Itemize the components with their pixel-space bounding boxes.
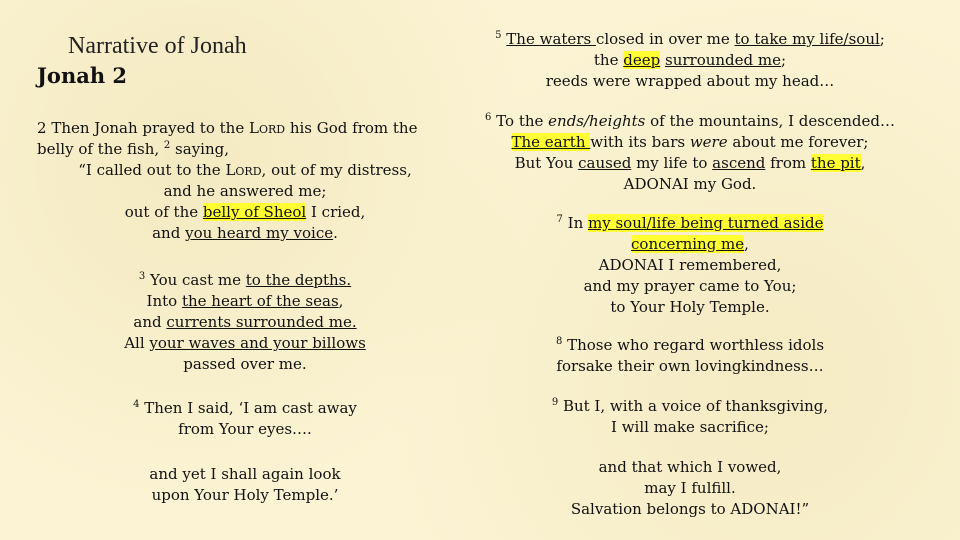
verse-number: 2 [163,140,171,151]
verse-9-cont [480,457,900,520]
verse-9-line-3: and that which I vowed, [598,458,782,476]
verse-7-line-1: $^7$ In my soul/life being turned aside [556,214,824,232]
verse-7-line-4: and my prayer came to You; [583,277,797,295]
verse-9-line-4: may I fulfill. [644,479,736,497]
verse-4-line-2: from Your eyes…. [178,420,312,438]
verse-number: 5 [495,30,502,41]
verse-6 [480,111,900,195]
verse-3-line-4: All your waves and your billows [124,334,366,352]
verse-2-line-3: “I called out to the Lord, out of my distress, [78,161,412,179]
verse-6-line-3: But You caused my life to ascend from the pit, [514,154,866,172]
verse-9-line-2: I will make sacrifice; [611,418,769,436]
verse-number: 3 [138,271,146,282]
verse-4-line-4: upon Your Holy Temple.’ [151,486,339,504]
verse-5-line-1: $^5$ The waters closed in over me to take my life/soul; [495,30,885,48]
verse-5 [480,29,900,92]
verse-7-line-2: concerning me, [631,235,749,253]
verse-4-line-3: and yet I shall again look [149,465,341,483]
verse-9-line-5: Salvation belongs to ADONAI!” [570,500,810,518]
verse-3-line-2: Into the heart of the seas, [146,292,344,310]
verse-7 [480,213,900,318]
verse-5-line-2: the deep surrounded me; [593,51,787,69]
verse-8-line-1: $^8$ Those who regard worthless idols [555,336,825,354]
highlighted-phrase: The earth [511,133,591,151]
verse-8 [480,335,900,377]
lord-word: Lord [248,119,286,137]
verse-7-line-3: ADONAI I remembered, [598,256,782,274]
verse-3-line-1: $^3$ You cast me to the depths. [138,271,352,289]
verse-3-line-5: passed over me. [183,355,307,373]
verse-number: 9 [551,397,559,408]
verse-2-prayer [60,160,430,244]
verse-5-line-3: reeds were wrapped about my head… [545,72,835,90]
verse-2-line-1: 2 Then Jonah prayed to the Lord his God from the [37,119,418,137]
highlighted-phrase: concerning me [631,235,745,253]
verse-8-line-2: forsake their own lovingkindness… [556,357,824,375]
verse-3 [60,270,430,375]
verse-2-line-6: and you heard my voice. [152,224,338,242]
lord-word: Lord [225,161,262,179]
verse-2-line-5: out of the belly of Sheol I cried, [124,203,366,221]
verse-number: 7 [556,214,563,225]
highlighted-phrase: deep [623,51,661,69]
verse-6-line-4: ADONAI my God. [623,175,757,193]
page-subtitle: Jonah 2 [37,63,128,88]
verse-4-line-1: $^4$ Then I said, ‘I am cast away [133,399,357,417]
verse-9-line-1: $^9$ But I, with a voice of thanksgiving, [551,397,829,415]
highlighted-phrase: the pit [810,154,861,172]
verse-6-line-2: The earth with its bars were about me forever; [511,133,869,151]
highlighted-phrase: belly of Sheol [202,203,307,221]
verse-6-line-1: $^6$ To the ends/heights of the mountains, I descended… [485,112,895,130]
verse-number: 6 [485,112,492,123]
verse-9 [480,396,900,438]
verse-number: 8 [555,336,563,347]
verse-7-line-5: to Your Holy Temple. [610,298,770,316]
verse-2-line-2: belly of the fish, $^2$ saying, [37,140,229,158]
verse-4 [60,398,430,440]
verse-3-line-3: and currents surrounded me. [133,313,357,331]
highlighted-phrase: my soul/life being turned aside [588,214,824,232]
verse-2 [37,118,457,160]
verse-number: 4 [133,399,140,410]
verse-4-cont [60,464,430,506]
verse-number: 2 [37,119,47,137]
page-title: Narrative of Jonah [68,33,247,59]
verse-2-line-4: and he answered me; [163,182,327,200]
underlined-phrase: you heard my voice [185,224,334,242]
